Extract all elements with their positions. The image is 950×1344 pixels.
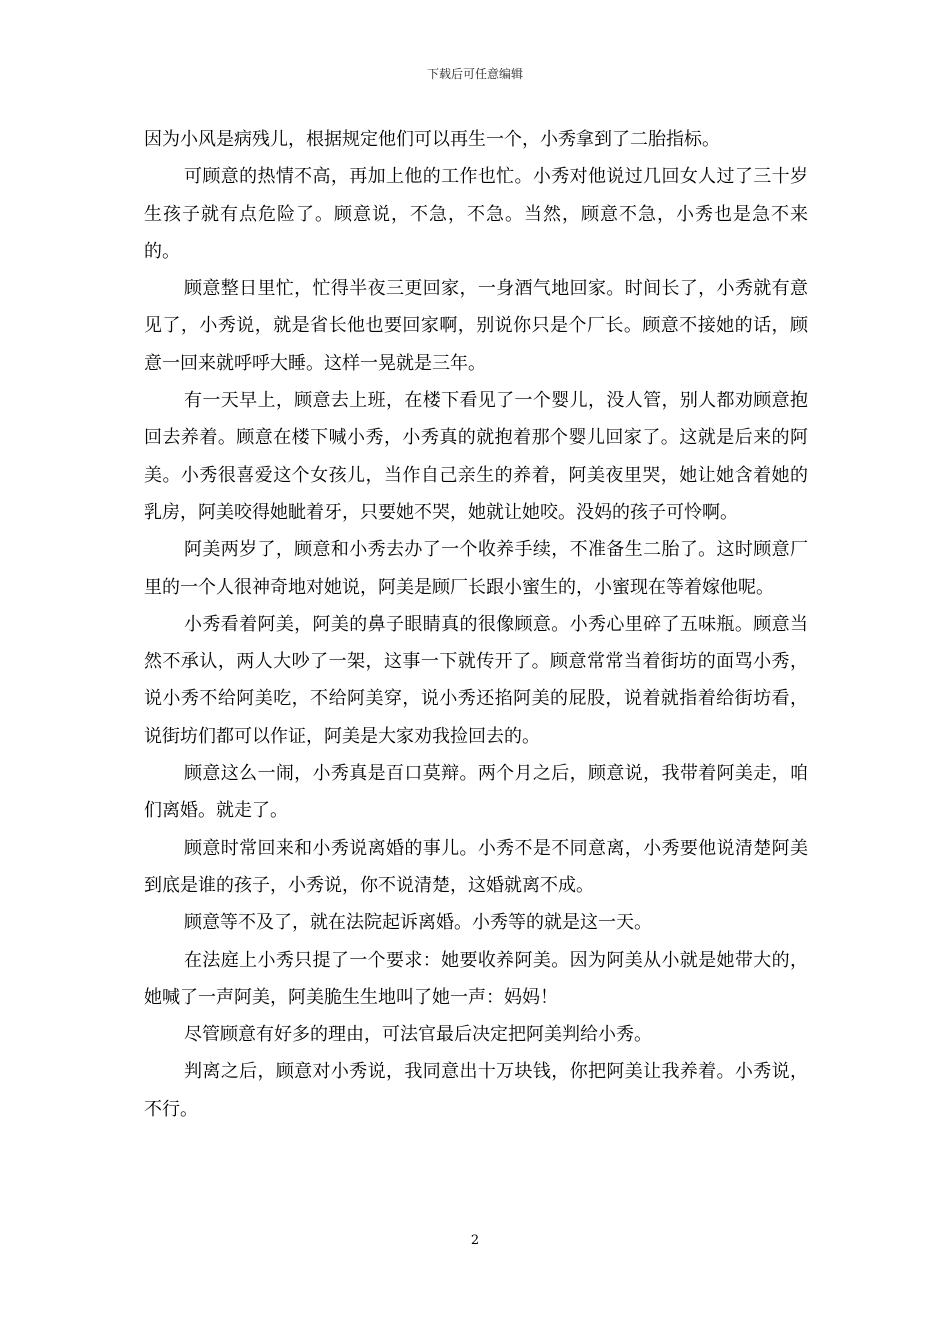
paragraph: 顾意这么一闹，小秀真是百口莫辩。两个月之后，顾意说，我带着阿美走，咱们离婚。就走了。 [144,763,808,822]
page-number: 2 [470,1233,480,1248]
paragraph: 判离之后，顾意对小秀说，我同意出十万块钱，你把阿美让我养着。小秀说，不行。 [144,1061,808,1120]
paragraph: 顾意时常回来和小秀说离婚的事儿。小秀不是不同意离，小秀要他说清楚阿美到底是谁的孩子，小秀说，你不说清楚，这婚就离不成。 [144,837,808,896]
paragraph: 小秀看着阿美，阿美的鼻子眼睛真的很像顾意。小秀心里碎了五味瓶。顾意当然不承认，两人大吵了一架，这事一下就传开了。顾意常常当着街坊的面骂小秀，说小秀不给阿美吃，不给阿美穿，说小秀还掐阿美的屁股，说着就指着给街坊看，说街坊们都可以作证，阿美是大家劝我捡回去的。 [144,613,808,747]
paragraph: 因为小风是病残儿，根据规定他们可以再生一个，小秀拿到了二胎指标。 [144,129,720,150]
document-body [144,121,808,1128]
paragraph: 有一天早上，顾意去上班，在楼下看见了一个婴儿，没人管，别人都劝顾意抱回去养着。顾意在楼下喊小秀，小秀真的就抱着那个婴儿回家了。这就是后来的阿美。小秀很喜爱这个女孩儿，当作自己亲生的养着，阿美夜里哭，她让她含着她的乳房，阿美咬得她眦着牙，只要她不哭，她就让她咬。没妈的孩子可怜啊。 [144,390,808,523]
paragraph: 阿美两岁了，顾意和小秀去办了一个收养手续，不准备生二胎了。这时顾意厂里的一个人很神奇地对她说，阿美是顾厂长跟小蜜生的，小蜜现在等着嫁他呢。 [144,539,808,598]
paragraph: 可顾意的热情不高，再加上他的工作也忙。小秀对他说过几回女人过了三十岁生孩子就有点危险了。顾意说，不急，不急。当然，顾意不急，小秀也是急不来的。 [144,166,808,262]
paragraph: 尽管顾意有好多的理由，可法官最后决定把阿美判给小秀。 [184,1024,652,1046]
page-header: 下载后可任意编辑 [426,67,523,81]
paragraph: 顾意等不及了，就在法院起诉离婚。小秀等的就是这一天。 [184,912,652,934]
paragraph: 在法庭上小秀只提了一个要求：她要收养阿美。因为阿美从小就是她带大的，她喊了一声阿美，阿美脆生生地叫了她一声：妈妈！ [144,949,808,1008]
paragraph: 顾意整日里忙，忙得半夜三更回家，一身酒气地回家。时间长了，小秀就有意见了，小秀说，就是省长他也要回家啊，别说你只是个厂长。顾意不接她的话，顾意一回来就呼呼大睡。这样一晃就是三年。 [144,278,808,374]
